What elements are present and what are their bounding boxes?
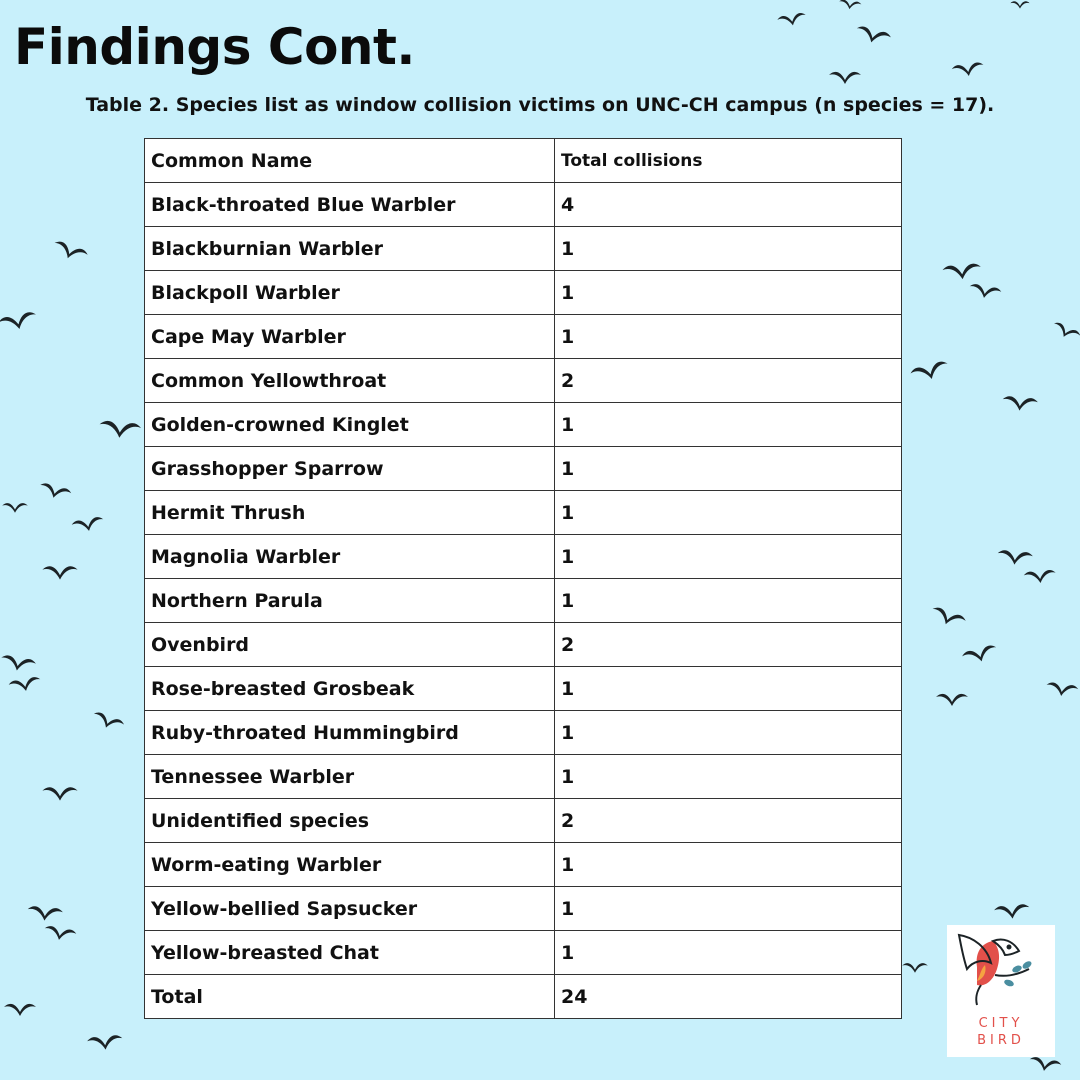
species-name-cell: Yellow-breasted Chat [145, 931, 555, 975]
species-name-cell: Blackpoll Warbler [145, 271, 555, 315]
flying-bird-silhouette-icon [42, 566, 77, 579]
flying-bird-silhouette-icon [87, 1035, 123, 1051]
collision-count-cell: 1 [555, 755, 902, 799]
flying-bird-silhouette-icon [99, 420, 142, 439]
table-row [145, 227, 902, 271]
flying-bird-silhouette-icon [968, 283, 1002, 301]
collision-count-cell: 1 [555, 931, 902, 975]
flying-bird-silhouette-icon [997, 550, 1033, 566]
species-name-cell: Black-throated Blue Warbler [145, 183, 555, 227]
collision-count-cell: 1 [555, 403, 902, 447]
flying-bird-silhouette-icon [929, 606, 967, 631]
flying-bird-silhouette-icon [38, 482, 72, 502]
collision-count-cell: 4 [555, 183, 902, 227]
table-row [145, 271, 902, 315]
flying-bird-silhouette-icon [1028, 1056, 1062, 1074]
flying-bird-silhouette-icon [0, 654, 37, 673]
city-bird-logo-icon [947, 925, 1055, 1015]
table-caption: Table 2. Species list as window collision victims on UNC-CH campus (n species = 17). [85, 94, 995, 116]
table-row [145, 623, 902, 667]
flying-bird-silhouette-icon [961, 644, 998, 666]
flying-bird-silhouette-icon [0, 311, 38, 333]
flying-bird-silhouette-icon [951, 62, 984, 79]
species-name-cell: Yellow-bellied Sapsucker [145, 887, 555, 931]
collision-count-cell: 1 [555, 227, 902, 271]
flying-bird-silhouette-icon [1045, 682, 1078, 699]
flying-bird-silhouette-icon [777, 12, 807, 28]
flying-bird-silhouette-icon [1010, 1, 1029, 8]
table-row [145, 491, 902, 535]
table-row [145, 931, 902, 975]
collision-count-cell: 1 [555, 711, 902, 755]
flying-bird-silhouette-icon [8, 676, 42, 694]
species-name-cell: Northern Parula [145, 579, 555, 623]
species-name-cell: Worm-eating Warbler [145, 843, 555, 887]
collision-count-cell: 1 [555, 491, 902, 535]
logo-text-bird: BIRD [977, 1033, 1025, 1048]
flying-bird-silhouette-icon [27, 906, 63, 922]
flying-bird-silhouette-icon [1051, 321, 1080, 343]
table-row [145, 447, 902, 491]
logo-text-city: CITY [978, 1016, 1024, 1031]
flying-bird-silhouette-icon [51, 240, 89, 265]
flying-bird-silhouette-icon [1024, 569, 1057, 584]
collision-count-cell: 2 [555, 799, 902, 843]
table-row [145, 667, 902, 711]
city-bird-logo [947, 925, 1055, 1057]
collision-count-cell: 1 [555, 535, 902, 579]
flying-bird-silhouette-icon [942, 263, 982, 281]
species-name-cell: Cape May Warbler [145, 315, 555, 359]
flying-bird-silhouette-icon [910, 360, 951, 384]
page-title: Findings Cont. [14, 18, 415, 76]
collision-count-cell: 1 [555, 887, 902, 931]
flying-bird-silhouette-icon [2, 503, 28, 513]
total-value: 24 [555, 975, 902, 1019]
species-name-cell: Ovenbird [145, 623, 555, 667]
table-row [145, 799, 902, 843]
table-row [145, 755, 902, 799]
flying-bird-silhouette-icon [4, 1004, 36, 1016]
table-row [145, 887, 902, 931]
table-row [145, 315, 902, 359]
table-row [145, 403, 902, 447]
species-name-cell: Ruby-throated Hummingbird [145, 711, 555, 755]
species-name-cell: Blackburnian Warbler [145, 227, 555, 271]
table-row [145, 535, 902, 579]
collision-count-cell: 1 [555, 667, 902, 711]
total-label: Total [145, 975, 555, 1019]
column-header-common-name: Common Name [145, 139, 555, 183]
flying-bird-silhouette-icon [838, 0, 861, 11]
flying-bird-silhouette-icon [854, 25, 891, 47]
flying-bird-silhouette-icon [71, 516, 105, 534]
species-collision-table [144, 138, 902, 1019]
column-header-total-collisions: Total collisions [555, 139, 902, 183]
flying-bird-silhouette-icon [43, 925, 77, 943]
collision-count-cell: 1 [555, 447, 902, 491]
species-name-cell: Magnolia Warbler [145, 535, 555, 579]
flying-bird-silhouette-icon [829, 72, 861, 84]
flying-bird-silhouette-icon [902, 963, 928, 973]
table-header-row [145, 139, 902, 183]
table-row [145, 359, 902, 403]
collision-count-cell: 1 [555, 315, 902, 359]
species-name-cell: Golden-crowned Kinglet [145, 403, 555, 447]
collision-count-cell: 1 [555, 843, 902, 887]
flying-bird-silhouette-icon [1002, 396, 1038, 412]
species-name-cell: Rose-breasted Grosbeak [145, 667, 555, 711]
table-row [145, 843, 902, 887]
table-total-row [145, 975, 902, 1019]
collision-count-cell: 1 [555, 271, 902, 315]
flying-bird-silhouette-icon [994, 904, 1030, 920]
table-row [145, 711, 902, 755]
species-name-cell: Common Yellowthroat [145, 359, 555, 403]
flying-bird-silhouette-icon [936, 694, 968, 706]
flying-bird-silhouette-icon [42, 787, 77, 800]
collision-count-cell: 2 [555, 359, 902, 403]
species-name-cell: Unidentified species [145, 799, 555, 843]
collision-count-cell: 1 [555, 579, 902, 623]
species-name-cell: Tennessee Warbler [145, 755, 555, 799]
table-row [145, 183, 902, 227]
species-name-cell: Hermit Thrush [145, 491, 555, 535]
collision-count-cell: 2 [555, 623, 902, 667]
flying-bird-silhouette-icon [91, 711, 125, 733]
table-row [145, 579, 902, 623]
species-name-cell: Grasshopper Sparrow [145, 447, 555, 491]
